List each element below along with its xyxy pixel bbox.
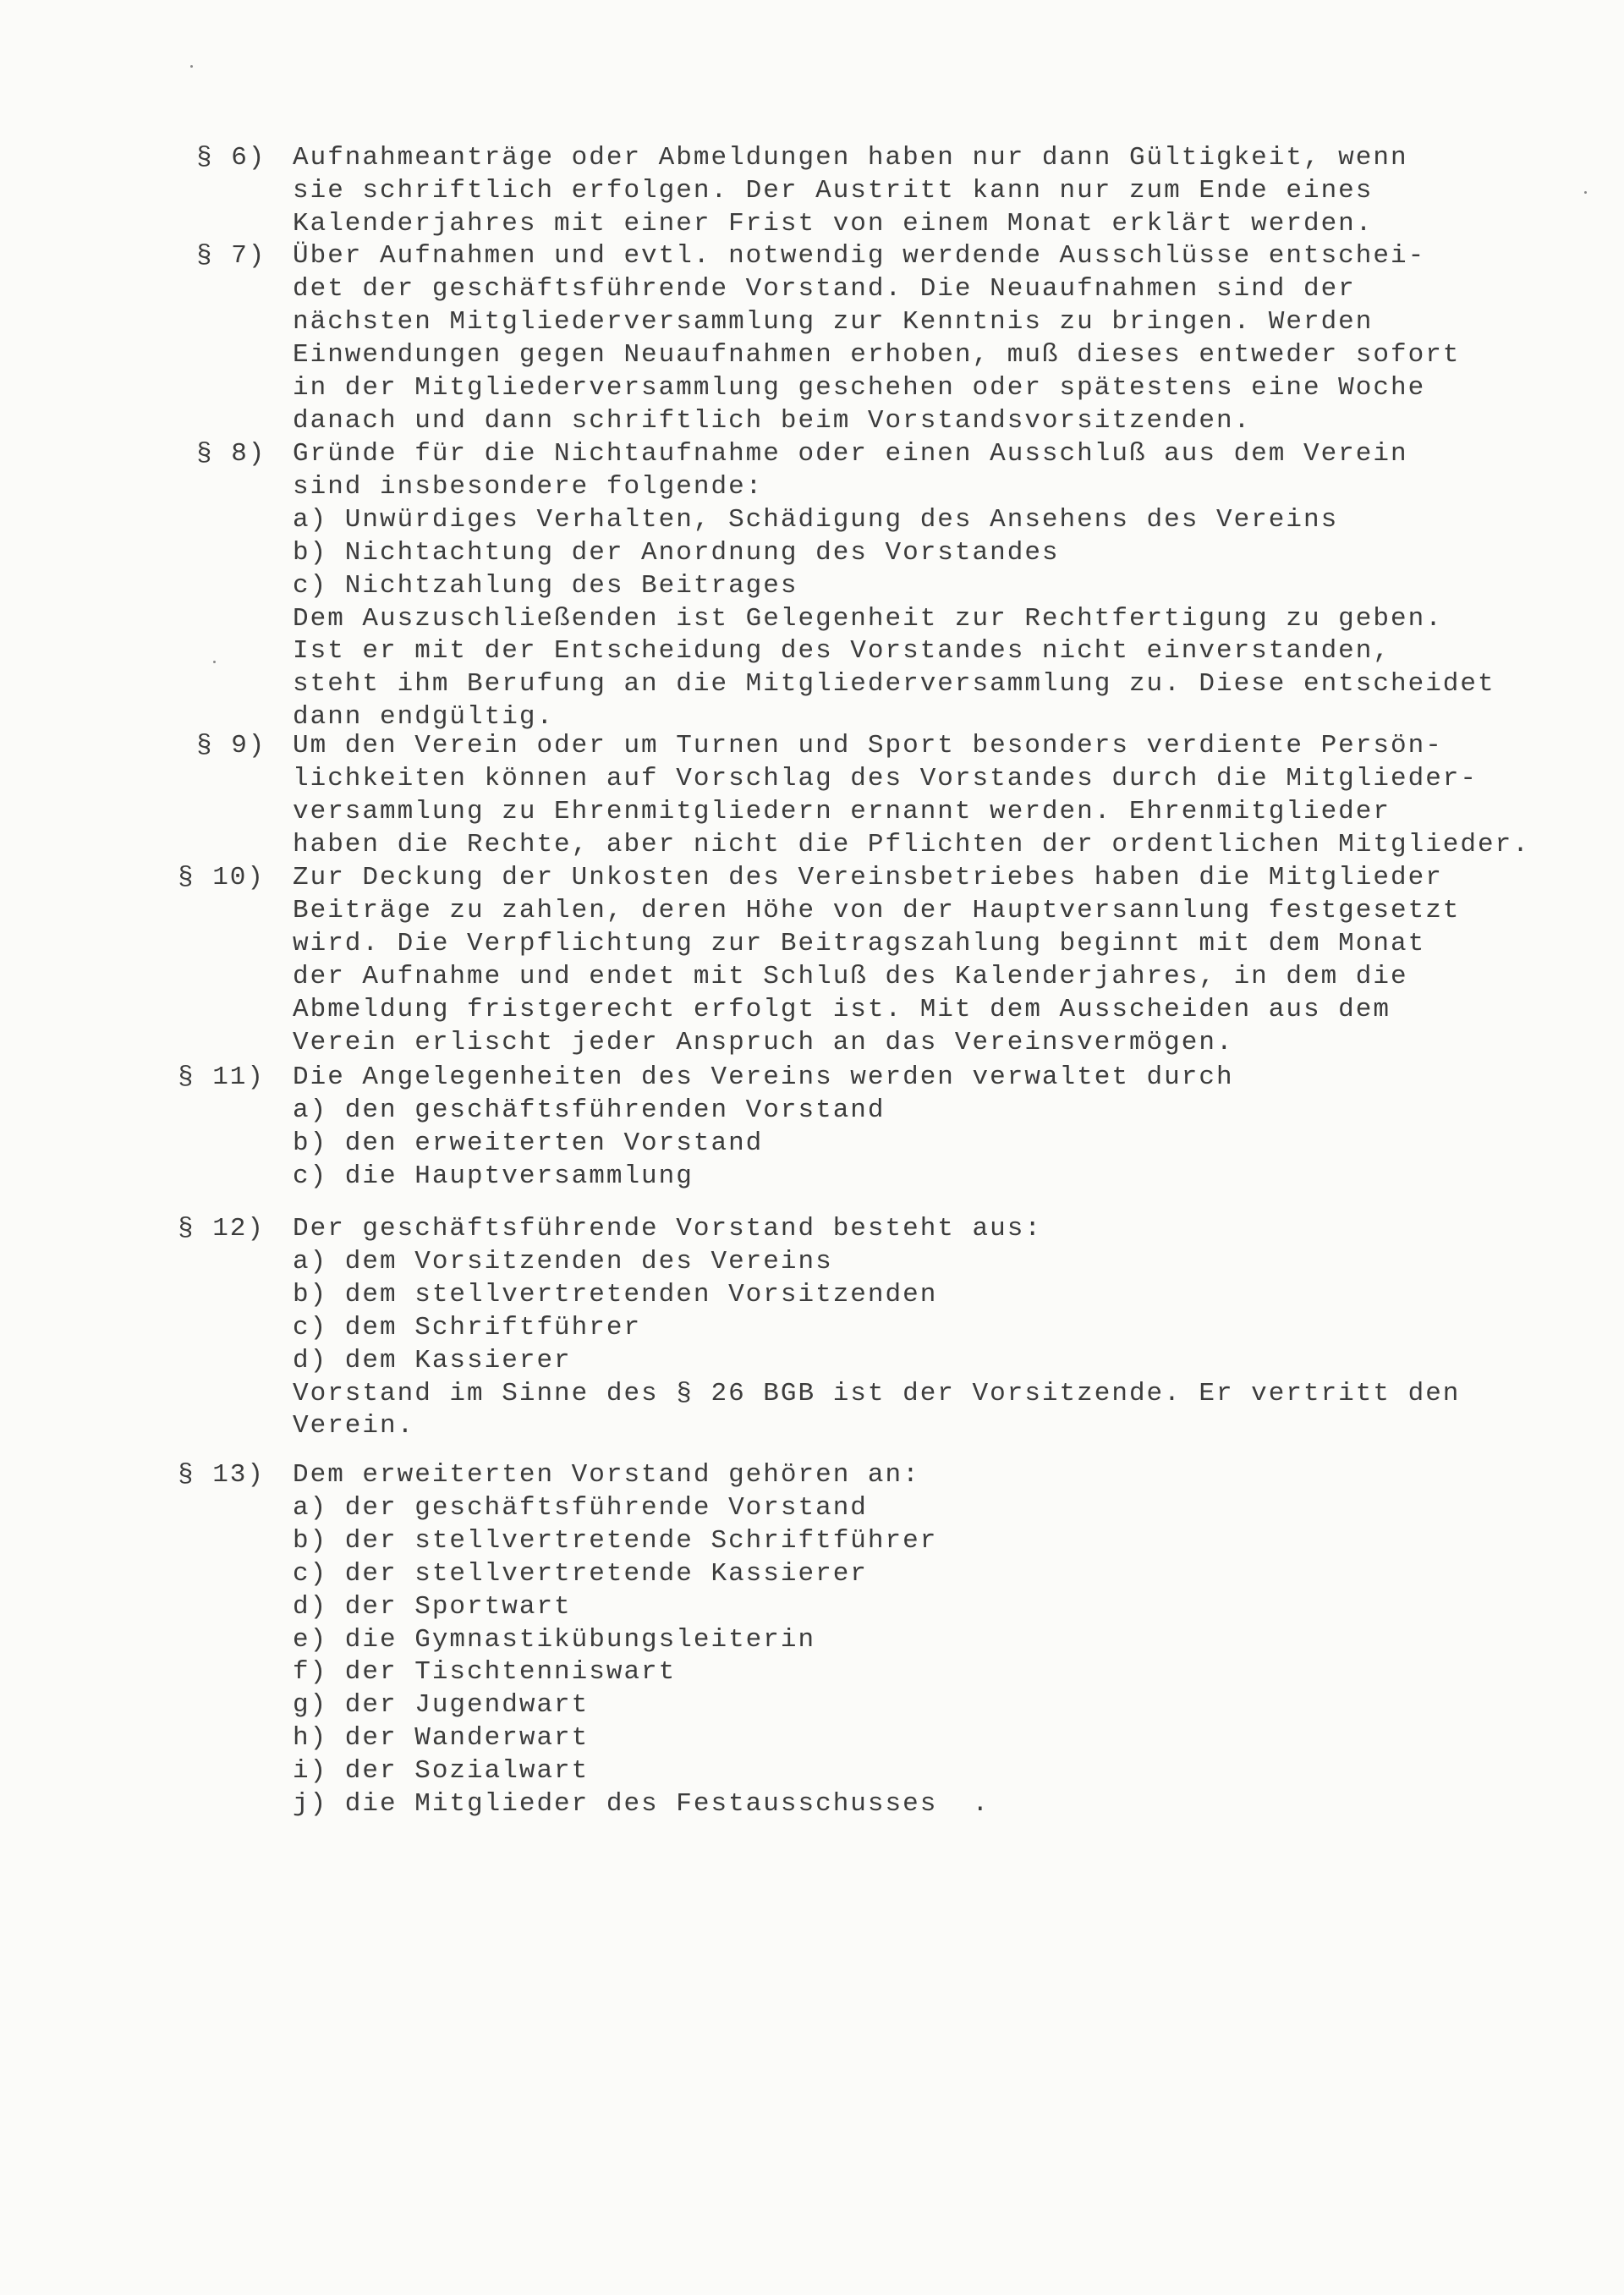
section-line: Über Aufnahmen und evtl. notwendig werdende Ausschlüsse entschei-	[293, 241, 1426, 271]
section-line: j) die Mitglieder des Festausschusses .	[293, 1789, 990, 1819]
section-number: § 13)	[178, 1460, 266, 1490]
section-line: danach und dann schriftlich beim Vorstandsvorsitzenden.	[293, 406, 1252, 436]
section-line: der Aufnahme und endet mit Schluß des Kalenderjahres, in dem die	[293, 962, 1408, 991]
section-line: dann endgültig.	[293, 702, 555, 732]
section-line: Aufnahmeanträge oder Abmeldungen haben nur dann Gültigkeit, wenn	[293, 143, 1408, 173]
section-number: § 9)	[196, 731, 266, 760]
section-line: b) den erweiterten Vorstand	[293, 1128, 764, 1158]
section-number: § 11)	[178, 1062, 266, 1092]
section-number: § 6)	[196, 143, 266, 173]
section-line: a) den geschäftsführenden Vorstand	[293, 1095, 886, 1125]
section-line: sie schriftlich erfolgen. Der Austritt kann nur zum Ende eines	[293, 176, 1374, 206]
section-line: nächsten Mitgliederversammlung zur Kenntnis zu bringen. Werden	[293, 307, 1374, 337]
section-line: Einwendungen gegen Neuaufnahmen erhoben, muß dieses entweder sofort	[293, 340, 1461, 370]
section-number: § 12)	[178, 1214, 266, 1244]
section-line: f) der Tischtenniswart	[293, 1657, 677, 1687]
section-line: Kalenderjahres mit einer Frist von einem Monat erklärt werden.	[293, 209, 1374, 239]
section-line: Vorstand im Sinne des § 26 BGB ist der Vorsitzende. Er vertritt den	[293, 1379, 1461, 1408]
section-number: § 8)	[196, 439, 266, 469]
section-line: in der Mitgliederversammlung geschehen oder spätestens eine Woche	[293, 373, 1426, 403]
section-line: h) der Wanderwart	[293, 1723, 590, 1753]
section-line: Ist er mit der Entscheidung des Vorstandes nicht einverstanden,	[293, 636, 1391, 666]
section-line: Gründe für die Nichtaufnahme oder einen Ausschluß aus dem Verein	[293, 439, 1408, 469]
section-line: versammlung zu Ehrenmitgliedern ernannt werden. Ehrenmitglieder	[293, 797, 1391, 826]
section-line: steht ihm Berufung an die Mitgliederversammlung zu. Diese entscheidet	[293, 669, 1495, 699]
section-line: Beiträge zu zahlen, deren Höhe von der Hauptversannlung festgesetzt	[293, 896, 1461, 925]
section-line: i) der Sozialwart	[293, 1756, 590, 1786]
section-line: a) der geschäftsführende Vorstand	[293, 1493, 868, 1523]
section-line: Der geschäftsführende Vorstand besteht aus:	[293, 1214, 1042, 1244]
section-line: Zur Deckung der Unkosten des Vereinsbetriebes haben die Mitglieder	[293, 863, 1443, 892]
section-line: c) der stellvertretende Kassierer	[293, 1559, 868, 1589]
scan-speck	[213, 661, 216, 663]
section-number: § 10)	[178, 863, 266, 892]
section-line: d) der Sportwart	[293, 1592, 572, 1622]
section-line: Verein erlischt jeder Anspruch an das Vereinsvermögen.	[293, 1028, 1234, 1057]
section-line: Die Angelegenheiten des Vereins werden verwaltet durch	[293, 1062, 1234, 1092]
section-line: lichkeiten können auf Vorschlag des Vorstandes durch die Mitglieder-	[293, 764, 1479, 793]
section-line: a) Unwürdiges Verhalten, Schädigung des Ansehens des Vereins	[293, 505, 1339, 535]
section-line: b) Nichtachtung der Anordnung des Vorstandes	[293, 538, 1060, 568]
section-line: sind insbesondere folgende:	[293, 472, 764, 502]
section-line: b) dem stellvertretenden Vorsitzenden	[293, 1280, 938, 1309]
section-line: c) Nichtzahlung des Beitrages	[293, 571, 798, 601]
section-line: c) dem Schriftführer	[293, 1313, 642, 1342]
section-number: § 7)	[196, 241, 266, 271]
section-line: g) der Jugendwart	[293, 1690, 590, 1720]
section-line: Dem erweiterten Vorstand gehören an:	[293, 1460, 920, 1490]
section-line: a) dem Vorsitzenden des Vereins	[293, 1247, 833, 1277]
section-line: Um den Verein oder um Turnen und Sport besonders verdiente Persön-	[293, 731, 1443, 760]
scan-speck	[1584, 191, 1587, 194]
section-line: Verein.	[293, 1411, 415, 1441]
section-line: Dem Auszuschließenden ist Gelegenheit zur Rechtfertigung zu geben.	[293, 604, 1443, 634]
section-line: wird. Die Verpflichtung zur Beitragszahlung beginnt mit dem Monat	[293, 929, 1426, 958]
section-line: b) der stellvertretende Schriftführer	[293, 1526, 938, 1556]
section-line: det der geschäftsführende Vorstand. Die Neuaufnahmen sind der	[293, 274, 1356, 304]
section-line: c) die Hauptversammlung	[293, 1161, 694, 1191]
section-line: Abmeldung fristgerecht erfolgt ist. Mit dem Ausscheiden aus dem	[293, 995, 1391, 1024]
section-line: haben die Rechte, aber nicht die Pflichten der ordentlichen Mitglieder.	[293, 830, 1530, 859]
section-line: d) dem Kassierer	[293, 1346, 572, 1375]
scan-speck	[190, 65, 193, 68]
section-line: e) die Gymnastikübungsleiterin	[293, 1625, 816, 1655]
